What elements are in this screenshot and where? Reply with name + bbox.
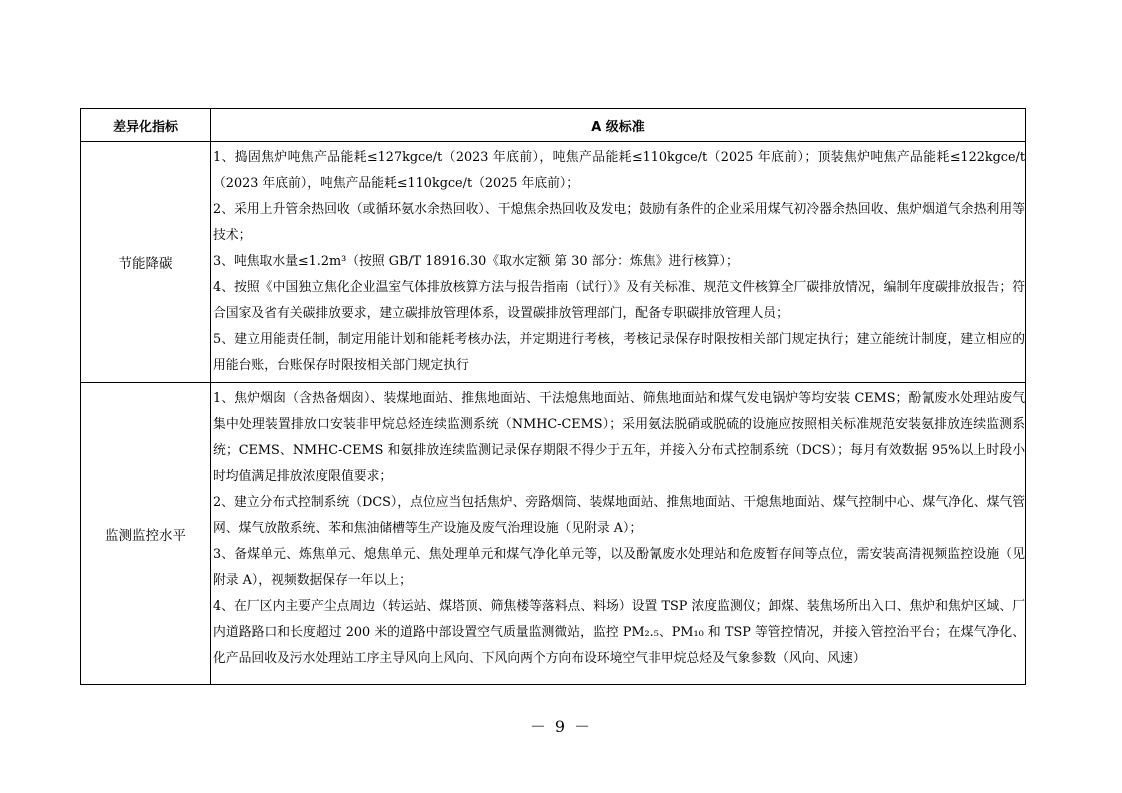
table-header-row: [81, 109, 1026, 142]
header-standard: A 级标准: [211, 109, 1026, 142]
row-label-energy-carbon: 节能降碳: [81, 142, 211, 383]
list-item: 2、采用上升管余热回收（或循环氨水余热回收）、干熄焦余热回收及发电；鼓励有条件的企业采用煤气初冷器余热回收、焦炉烟道气余热利用等技术；: [213, 202, 1025, 243]
header-indicator: 差异化指标: [81, 109, 211, 142]
standards-table: [80, 108, 1026, 685]
row-content-monitoring: [211, 383, 1026, 685]
list-item: 5、建立用能责任制，制定用能计划和能耗考核办法，并定期进行考核，考核记录保存时限按相关部门规定执行；建立能统计制度，建立相应的用能台账，台账保存时限按相关部门规定执行: [213, 332, 1025, 373]
list-item: 1、焦炉烟囱（含热备烟囱）、装煤地面站、推焦地面站、干法熄焦地面站、筛焦地面站和煤气发电锅炉等均安装 CEMS；酚氰废水处理站废气集中处理装置排放口安装非甲烷总烃连续监测系统（NMHC-CEMS）；采用氨法脱硝或脱硫的设施应按照相关标准规范安装氨排放连续监测系统；CEMS、NMHC-CEMS 和氨排放连续监测记录保存期限不得少于五年，并接入分布式控制系统（DCS）；每月有效数据 95%以上时段小时均值满足排放浓度限值要求；: [213, 391, 1025, 484]
row-label-monitoring: 监测监控水平: [81, 383, 211, 685]
list-item: 3、备煤单元、炼焦单元、熄焦单元、焦处理单元和煤气净化单元等，以及酚氰废水处理站和危废暂存间等点位，需安装高清视频监控设施（见附录 A），视频数据保存一年以上；: [213, 547, 1025, 588]
list-item: 4、按照《中国独立焦化企业温室气体排放核算方法与报告指南（试行）》及有关标准、规范文件核算全厂碳排放情况，编制年度碳排放报告；符合国家及省有关碳排放要求，建立碳排放管理体系，设置碳排放管理部门，配备专职碳排放管理人员；: [213, 280, 1025, 321]
row-content-energy-carbon: [211, 142, 1026, 383]
list-item: 3、吨焦取水量≤1.2m³（按照 GB/T 18916.30《取水定额 第 30 部分：炼焦》进行核算）；: [213, 254, 739, 269]
list-item: 1、捣固焦炉吨焦产品能耗≤127kgce/t（2023 年底前），吨焦产品能耗≤110kgce/t（2025 年底前）；顶装焦炉吨焦产品能耗≤122kgce/t（2023 年底前），吨焦产品能耗≤110kgce/t（2025 年底前）；: [213, 150, 1025, 191]
page-number: － 9 －: [529, 717, 593, 736]
table-row-monitoring: [81, 383, 1026, 685]
table-row-energy-carbon: [81, 142, 1026, 383]
list-item: 2、建立分布式控制系统（DCS），点位应当包括焦炉、旁路烟筒、装煤地面站、推焦地面站、干熄焦地面站、煤气控制中心、煤气净化、煤气管网、煤气放散系统、苯和焦油储槽等生产设施及废气治理设施（见附录 A）；: [213, 495, 1025, 536]
list-item: 4、在厂区内主要产尘点周边（转运站、煤塔顶、筛焦楼等落料点、料场）设置 TSP 浓度监测仪；卸煤、装焦场所出入口、焦炉和焦炉区域、厂内道路路口和长度超过 200 米的道路中部设置空气质量监测微站，监控 PM₂.₅、PM₁₀ 和 TSP 等管控情况，并接入管控治平台；在煤气净化、化产品回收及污水处理站工序主导风向上风向、下风向两个方向布设环境空气非甲烷总烃及气象参数（风向、风速）: [213, 599, 1025, 666]
